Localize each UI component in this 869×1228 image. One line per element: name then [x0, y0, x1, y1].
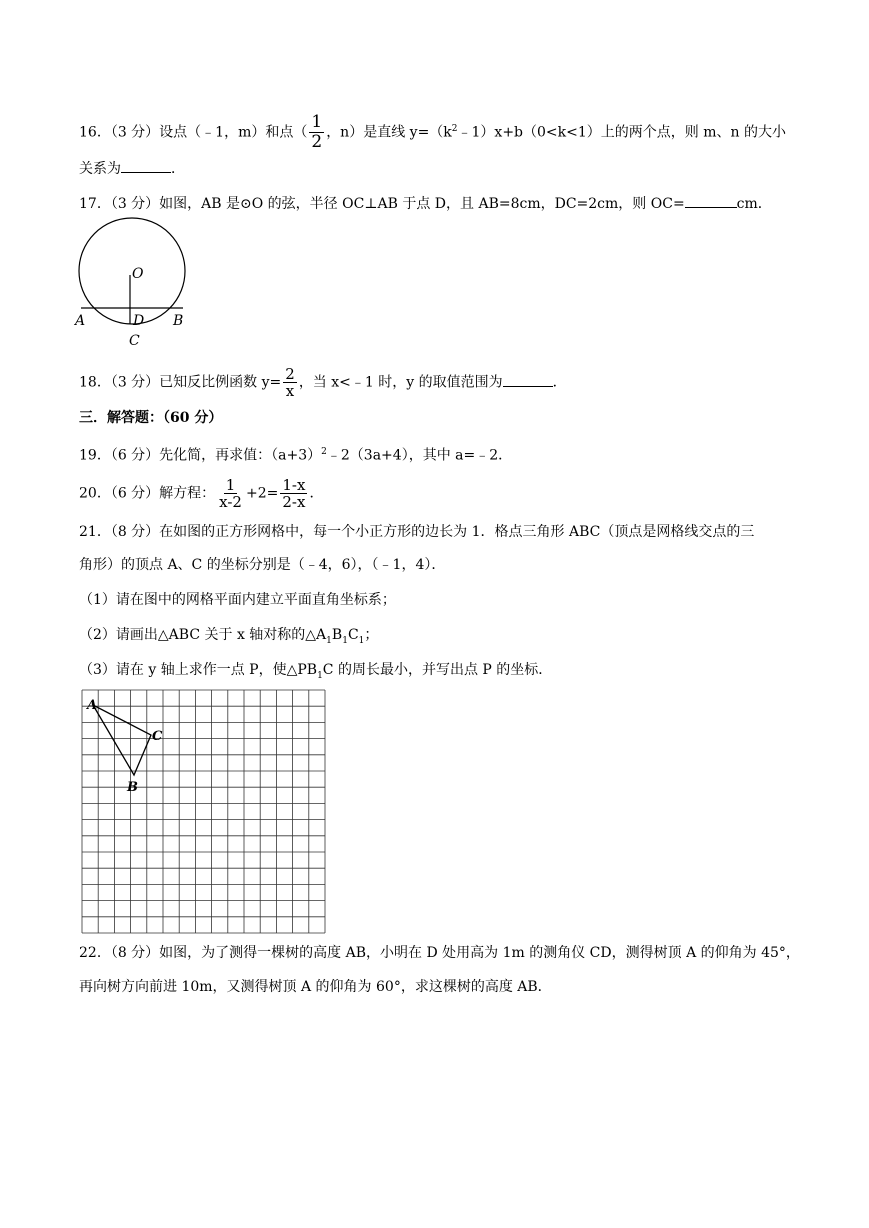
label-o: O	[132, 266, 144, 282]
q21-sub3-b: C 的周长最小，并写出点 P 的坐标．	[322, 662, 553, 678]
q20-f1-denominator: x-2	[219, 493, 242, 511]
grid-lines	[82, 690, 325, 933]
q20-mid: +2=	[245, 485, 279, 502]
question-21-line1: 21．（8 分）在如图的正方形网格中，每一个小正方形的边长为 1．格点三角形 ABC（顶点是网格线交点的三	[79, 524, 755, 540]
question-22-line1: 22．（8 分）如图，为了测得一棵树的高度 AB，小明在 D 处用高为 1m 的测角仪 CD，测得树顶 A 的仰角为 45°，	[79, 945, 800, 961]
label-a: A	[75, 313, 86, 329]
q16-answer-blank[interactable]	[121, 158, 171, 173]
question-18	[79, 366, 567, 399]
q16-text-part1: 16．（3 分）设点（﹣1，m）和点（	[79, 124, 308, 141]
q20-fraction-2	[280, 477, 307, 510]
q21-sub2-s1: 1	[326, 635, 332, 646]
grid-label-b: B	[127, 780, 138, 795]
q17-answer-blank[interactable]	[685, 193, 737, 208]
q16-fraction-numerator: 1	[311, 112, 323, 132]
question-21-line2: 角形）的顶点 A、C 的坐标分别是（﹣4，6），（﹣1，4）．	[79, 557, 446, 573]
q20-fraction-1	[217, 477, 244, 510]
question-20	[79, 477, 323, 510]
label-b: B	[173, 313, 184, 329]
q16-line2-text: 关系为	[79, 161, 121, 177]
label-c: C	[129, 333, 140, 349]
q20-f2-numerator: 1-x	[282, 476, 306, 494]
q21-sub2-s2: 1	[342, 635, 348, 646]
q20-end: ．	[309, 485, 324, 502]
section-3-title: 三．解答题：（60 分）	[79, 410, 223, 426]
q21-sub3-a: （3）请在 y 轴上求作一点 P，使△PB	[79, 662, 318, 678]
q21-sub2-d: ；	[364, 627, 379, 643]
question-16-line2	[79, 158, 185, 179]
q19-exponent: 2	[321, 447, 327, 457]
q16-fraction	[309, 113, 324, 152]
q16-exponent: 2	[451, 123, 458, 134]
q19-text: 19．（6 分）先化简，再求值：（a+3）	[79, 447, 322, 464]
grid-label-a: A	[87, 698, 98, 713]
q20-f2-denominator: 2-x	[282, 493, 306, 511]
q21-sub3-s: 1	[317, 670, 323, 681]
q21-sub2-a: （2）请画出△ABC 关于 x 轴对称的△A	[79, 627, 327, 643]
question-21-sub2	[79, 625, 378, 651]
q16-line2-end: ．	[171, 161, 185, 177]
question-16	[79, 113, 786, 152]
q20-text: 20．（6 分）解方程：	[79, 485, 216, 502]
q19-text2: ﹣2（3a+4），其中 a=﹣2．	[326, 447, 513, 464]
q17-text: 17．（3 分）如图，AB 是⊙O 的弦，半径 OC⊥AB 于点 D，且 AB=8cm，DC=2cm，则 OC=	[79, 196, 685, 212]
q16-text-part3: ﹣1）x+b（0<k<1）上的两个点，则 m、n 的大小	[457, 124, 786, 141]
q18-text-part2: ，当 x<﹣1 时，y 的取值范围为	[298, 374, 503, 391]
q16-fraction-denominator: 2	[311, 132, 323, 152]
q21-sub2-c: C	[347, 627, 359, 643]
grid-label-c: C	[152, 729, 163, 744]
q18-fraction-numerator: 2	[285, 365, 295, 383]
question-21-sub1: （1）请在图中的网格平面内建立平面直角坐标系；	[79, 592, 396, 608]
triangle-abc	[93, 705, 151, 775]
q20-f1-numerator: 1	[225, 476, 236, 494]
q21-sub2-s3: 1	[358, 635, 365, 646]
q18-end: ．	[552, 374, 567, 391]
circle-figure	[70, 210, 200, 350]
q18-answer-blank[interactable]	[503, 372, 553, 387]
question-19	[79, 442, 512, 466]
q18-text-part1: 18．（3 分）已知反比例函数 y=	[79, 374, 282, 391]
square-grid-figure	[80, 688, 330, 934]
q16-text-part2: ，n）是直线 y=（k	[326, 124, 452, 141]
question-21-sub3	[79, 660, 552, 686]
q18-fraction-denominator: x	[285, 382, 295, 400]
question-22-line2: 再向树方向前进 10m，又测得树顶 A 的仰角为 60°，求这棵树的高度 AB．	[79, 979, 552, 995]
q18-fraction	[283, 366, 297, 399]
label-d: D	[133, 313, 145, 329]
q21-sub2-b: B	[331, 627, 343, 643]
q17-end: cm．	[736, 196, 772, 212]
